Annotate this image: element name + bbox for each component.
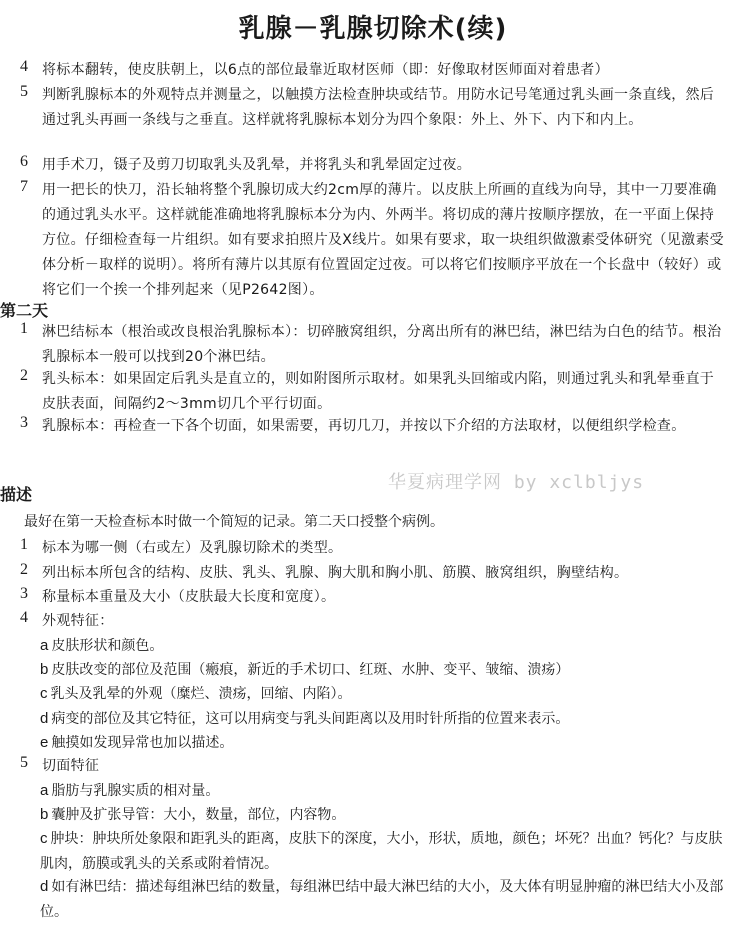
item-number: 2 [20, 367, 28, 384]
sub-item [40, 802, 730, 828]
sub-item [40, 633, 730, 659]
sub-item [40, 706, 730, 732]
sub-item-letter: b [40, 661, 49, 678]
sub-item-text: 脂肪与乳腺实质的相对量。 [51, 783, 220, 799]
description-intro: 最好在第一天检查标本时做一个简短的记录。第二天口授整个病例。 [24, 514, 444, 530]
item-text: 用一把长的快刀，沿长轴将整个乳腺切成大约2cm厚的薄片。以皮肤上所画的直线为向导，其中一刀要准确的通过乳头水平。这样就能准确地将乳腺标本分为内、外两半。将切成的薄片按顺序摆放，在一平面上保持方位。仔细检查每一片组织。如有要求拍照片及X线片。如果有要求，取一块组织做激素受体研究（见激素受体分析－取样的说明）。将所有薄片以其原有位置固定过夜。可以将它们按顺序平放在一个长盘中（较好）或将它们一个挨一个排列起来（见P2642图）。 [42, 182, 724, 298]
item-number: 6 [20, 153, 28, 170]
item-text: 淋巴结标本（根治或改良根治乳腺标本）：切碎腋窝组织，分离出所有的淋巴结，淋巴结为白色的结节。根治乳腺标本一般可以找到20个淋巴结。 [42, 324, 722, 365]
item-number: 4 [20, 58, 28, 75]
sub-item-letter: b [40, 806, 49, 823]
sub-item [40, 657, 730, 683]
page-title: 乳腺－乳腺切除术(续) [238, 14, 508, 44]
sub-item-letter: d [40, 878, 49, 895]
sub-item-text: 如有淋巴结：描述每组淋巴结的数量，每组淋巴结中最大淋巴结的大小，及大体有明显肿瘤的淋巴结大小及部位。 [40, 879, 724, 920]
sub-item [40, 681, 730, 707]
item-number: 2 [20, 561, 28, 578]
sub-item-letter: c [40, 830, 48, 847]
sub-item-text: 皮肤形状和颜色。 [51, 638, 164, 654]
item-number: 3 [20, 414, 28, 431]
sub-item-text: 病变的部位及其它特征，这可以用病变与乳头间距离以及用时针所指的位置来表示。 [51, 711, 570, 727]
item-text: 切面特征 [42, 758, 100, 774]
sub-item-text: 肿块：肿块所处象限和距乳头的距离，皮肤下的深度，大小，形状，质地，颜色；坏死？出血？钙化？与皮肤肌肉，筋膜或乳头的关系或附着情况。 [40, 831, 723, 872]
item-number: 1 [20, 320, 28, 337]
sub-item-letter: a [40, 637, 49, 654]
sub-item-letter: d [40, 710, 49, 727]
watermark: 华夏病理学网 by xclbljys [388, 472, 645, 493]
sub-item-letter: e [40, 734, 49, 751]
sub-item [40, 730, 730, 756]
item-number: 3 [20, 585, 28, 602]
item-text: 外观特征： [42, 613, 114, 629]
item-text: 称量标本重量及大小（皮肤最大长度和宽度）。 [42, 589, 336, 605]
item-number: 1 [20, 536, 28, 553]
item-text: 标本为哪一侧（右或左）及乳腺切除术的类型。 [42, 540, 343, 556]
sub-item-text: 皮肤改变的部位及范围（瘢痕，新近的手术切口、红斑、水肿、变平、皱缩、溃疡） [51, 662, 570, 678]
item-text: 将标本翻转，使皮肤朝上，以6点的部位最靠近取材医师（即：好像取材医师面对着患者） [42, 62, 609, 78]
sub-item [40, 874, 730, 925]
sub-item-letter: a [40, 782, 49, 799]
sub-item [40, 826, 730, 877]
item-text: 乳头标本：如果固定后乳头是直立的，则如附图所示取材。如果乳头回缩或内陷，则通过乳头和乳晕垂直于皮肤表面，间隔约2～3mm切几个平行切面。 [42, 371, 715, 412]
section-heading-description: 描述 [0, 485, 33, 504]
item-number: 5 [20, 754, 28, 771]
item-text: 判断乳腺标本的外观特点并测量之，以触摸方法检查肿块或结节。用防水记号笔通过乳头画一条直线，然后通过乳头再画一条线与之垂直。这样就将乳腺标本划分为四个象限：外上、外下、内下和内上。 [42, 87, 715, 128]
item-number: 7 [20, 178, 28, 195]
item-text: 用手术刀，镊子及剪刀切取乳头及乳晕，并将乳头和乳晕固定过夜。 [42, 157, 471, 173]
item-number: 5 [20, 83, 28, 100]
item-text: 乳腺标本：再检查一下各个切面，如果需要，再切几刀，并按以下介绍的方法取材，以便组织学检查。 [42, 418, 686, 434]
sub-item-text: 囊肿及扩张导管：大小，数量，部位，内容物。 [51, 807, 346, 823]
sub-item [40, 778, 730, 804]
section-heading-day2: 第二天 [0, 301, 49, 320]
item-text: 列出标本所包含的结构、皮肤、乳头、乳腺、胸大肌和胸小肌、筋膜、腋窝组织，胸壁结构。 [42, 565, 629, 581]
sub-item-letter: c [40, 685, 48, 702]
sub-item-text: 触摸如发现异常也加以描述。 [51, 735, 234, 751]
sub-item-text: 乳头及乳晕的外观（糜烂、溃疡，回缩、内陷）。 [50, 686, 352, 702]
item-number: 4 [20, 609, 28, 626]
